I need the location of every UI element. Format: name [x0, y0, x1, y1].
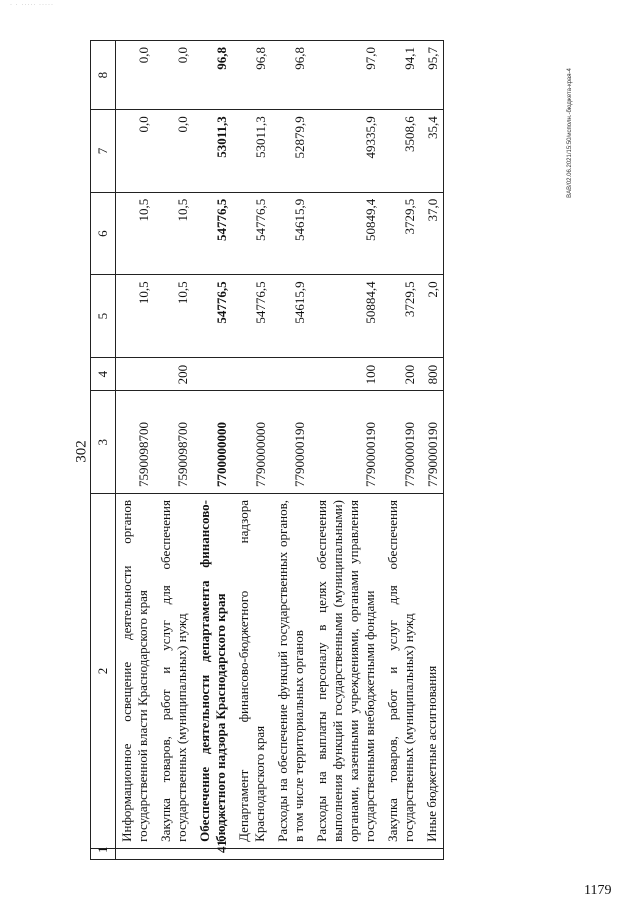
header-col-2: 2: [91, 494, 116, 849]
sheet-number: 1179: [584, 883, 612, 898]
budget-table-container: [90, 40, 570, 860]
header-col-1: 1: [91, 848, 116, 859]
row-value-5: 2,0: [421, 275, 444, 358]
table-row: [233, 41, 272, 860]
row-value-7: 35,4: [421, 110, 444, 193]
row-value-8: 0,0: [155, 41, 194, 110]
row-value-5: 10,5: [155, 275, 194, 358]
header-col-7: 7: [91, 110, 116, 193]
row-type: [116, 357, 155, 390]
table-row: [194, 41, 233, 860]
row-number: [311, 848, 382, 859]
table-row: [421, 41, 444, 860]
row-number: [155, 848, 194, 859]
row-value-8: 95,7: [421, 41, 444, 110]
file-path-footer: BAB/02.06.2021/15:50/исполн.-бюджета-края-4: [567, 68, 573, 198]
scan-top-mark: · · ····· ·····: [10, 2, 54, 8]
row-type: [194, 357, 233, 390]
table-body: [116, 41, 444, 860]
row-code: 7590098700: [116, 391, 155, 494]
table-row: [116, 41, 155, 860]
page-number: 302: [73, 440, 90, 463]
row-value-7: 3508,6: [382, 110, 421, 193]
table-header-row: [91, 41, 116, 860]
row-value-6: 54776,5: [233, 192, 272, 275]
row-value-6: 54776,5: [194, 192, 233, 275]
table-row: [311, 41, 382, 860]
row-code: 7790000190: [382, 391, 421, 494]
row-name: Информационное освещение деятельности органов государственной власти Краснодарского края: [116, 494, 155, 849]
row-number: [421, 848, 444, 859]
header-col-8: 8: [91, 41, 116, 110]
row-value-8: 96,8: [272, 41, 311, 110]
row-value-5: 3729,5: [382, 275, 421, 358]
row-type: 100: [311, 357, 382, 390]
table-row: [272, 41, 311, 860]
header-col-5: 5: [91, 275, 116, 358]
row-value-7: 0,0: [155, 110, 194, 193]
row-type: [233, 357, 272, 390]
row-name: Департамент финансово-бюджетного надзора Краснодарского края: [233, 494, 272, 849]
row-code: 7790000190: [311, 391, 382, 494]
row-code: 7700000000: [194, 391, 233, 494]
row-number: [233, 848, 272, 859]
row-value-7: 52879,9: [272, 110, 311, 193]
row-number: 41.: [194, 848, 233, 859]
header-col-3: 3: [91, 391, 116, 494]
row-value-8: 0,0: [116, 41, 155, 110]
row-value-6: 10,5: [116, 192, 155, 275]
row-value-5: 50884,4: [311, 275, 382, 358]
row-name: Закупка товаров, работ и услуг для обеспечения государственных (муниципальных) нужд: [382, 494, 421, 849]
row-value-5: 10,5: [116, 275, 155, 358]
row-value-8: 96,8: [194, 41, 233, 110]
row-type: [272, 357, 311, 390]
row-type: 200: [382, 357, 421, 390]
row-name: Обеспечение деятельности департамента финансово-бюджетного надзора Краснодарского края: [194, 494, 233, 849]
budget-table: [90, 40, 444, 860]
table-row: [382, 41, 421, 860]
row-code: 7790000190: [272, 391, 311, 494]
row-name: Иные бюджетные ассигнования: [421, 494, 444, 849]
row-code: 7790000190: [421, 391, 444, 494]
row-value-8: 97,0: [311, 41, 382, 110]
row-value-6: 3729,5: [382, 192, 421, 275]
row-number: [272, 848, 311, 859]
row-number: [382, 848, 421, 859]
row-value-6: 37,0: [421, 192, 444, 275]
row-value-7: 53011,3: [194, 110, 233, 193]
row-value-7: 0,0: [116, 110, 155, 193]
row-value-6: 54615,9: [272, 192, 311, 275]
row-value-6: 50849,4: [311, 192, 382, 275]
table-row: [155, 41, 194, 860]
row-code: 7590098700: [155, 391, 194, 494]
row-code: 7790000000: [233, 391, 272, 494]
row-value-8: 94,1: [382, 41, 421, 110]
header-col-4: 4: [91, 357, 116, 390]
row-name: Закупка товаров, работ и услуг для обеспечения государственных (муниципальных) нужд: [155, 494, 194, 849]
row-name: Расходы на обеспечение функций государственных органов, в том числе территориальных органов: [272, 494, 311, 849]
row-value-5: 54776,5: [233, 275, 272, 358]
row-number: [116, 848, 155, 859]
row-value-5: 54615,9: [272, 275, 311, 358]
row-type: 800: [421, 357, 444, 390]
row-type: 200: [155, 357, 194, 390]
row-value-5: 54776,5: [194, 275, 233, 358]
row-value-8: 96,8: [233, 41, 272, 110]
header-col-6: 6: [91, 192, 116, 275]
row-value-6: 10,5: [155, 192, 194, 275]
row-name: Расходы на выплаты персоналу в целях обеспечения выполнения функций государственными (муниципальными) органами, казенными учреждениями, органами управления государственными внебюджетными фондами: [311, 494, 382, 849]
row-value-7: 53011,3: [233, 110, 272, 193]
row-value-7: 49335,9: [311, 110, 382, 193]
